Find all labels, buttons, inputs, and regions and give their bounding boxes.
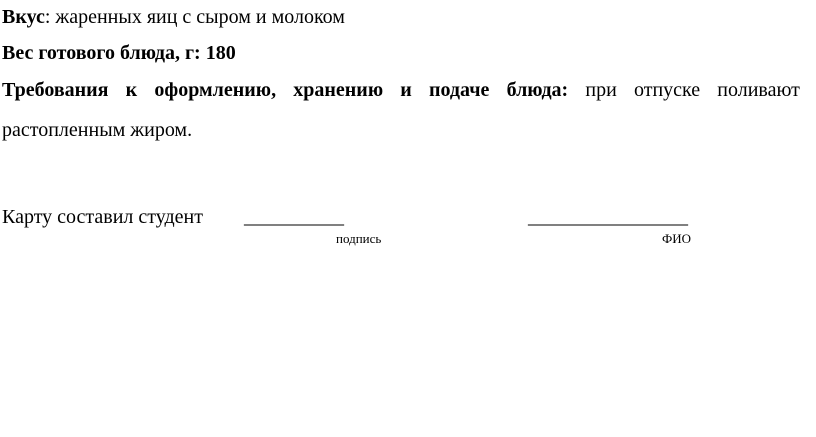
taste-value: жаренных яиц с сыром и молоком xyxy=(50,6,345,28)
compiled-by-text: Карту составил студент xyxy=(2,206,203,228)
requirements-value-word-3: поливают xyxy=(717,79,800,101)
requirements-line xyxy=(2,78,800,102)
taste-label: Вкус xyxy=(2,6,45,28)
requirements-continuation xyxy=(2,118,192,142)
requirements-value-word-1: при xyxy=(585,79,617,101)
requirements-word-3: оформлению, xyxy=(154,79,277,101)
requirements-word-7: блюда: xyxy=(506,79,569,101)
requirements-word-4: хранению xyxy=(293,79,384,101)
requirements-word-6: подаче xyxy=(428,79,490,101)
name-blank xyxy=(528,205,688,229)
name-caption xyxy=(662,231,691,247)
signature-caption-text: подпись xyxy=(336,231,382,246)
signature-blank-line: __________ xyxy=(244,206,344,228)
requirements-continuation-text: растопленным жиром. xyxy=(2,119,193,141)
requirements-value-word-2: отпуске xyxy=(633,79,701,101)
signature-caption xyxy=(336,231,381,247)
compiled-by-line xyxy=(2,205,203,229)
name-blank-line: ________________ xyxy=(528,206,688,228)
weight-text: Вес готового блюда, г: 180 xyxy=(2,42,236,64)
name-caption-text: ФИО xyxy=(662,231,692,246)
taste-separator: : xyxy=(44,6,51,28)
signature-blank xyxy=(244,205,344,229)
requirements-word-5: и xyxy=(400,79,412,101)
weight-line xyxy=(2,41,236,65)
taste-line xyxy=(2,5,345,29)
requirements-word-2: к xyxy=(125,79,138,101)
requirements-word-1: Требования xyxy=(2,79,109,101)
